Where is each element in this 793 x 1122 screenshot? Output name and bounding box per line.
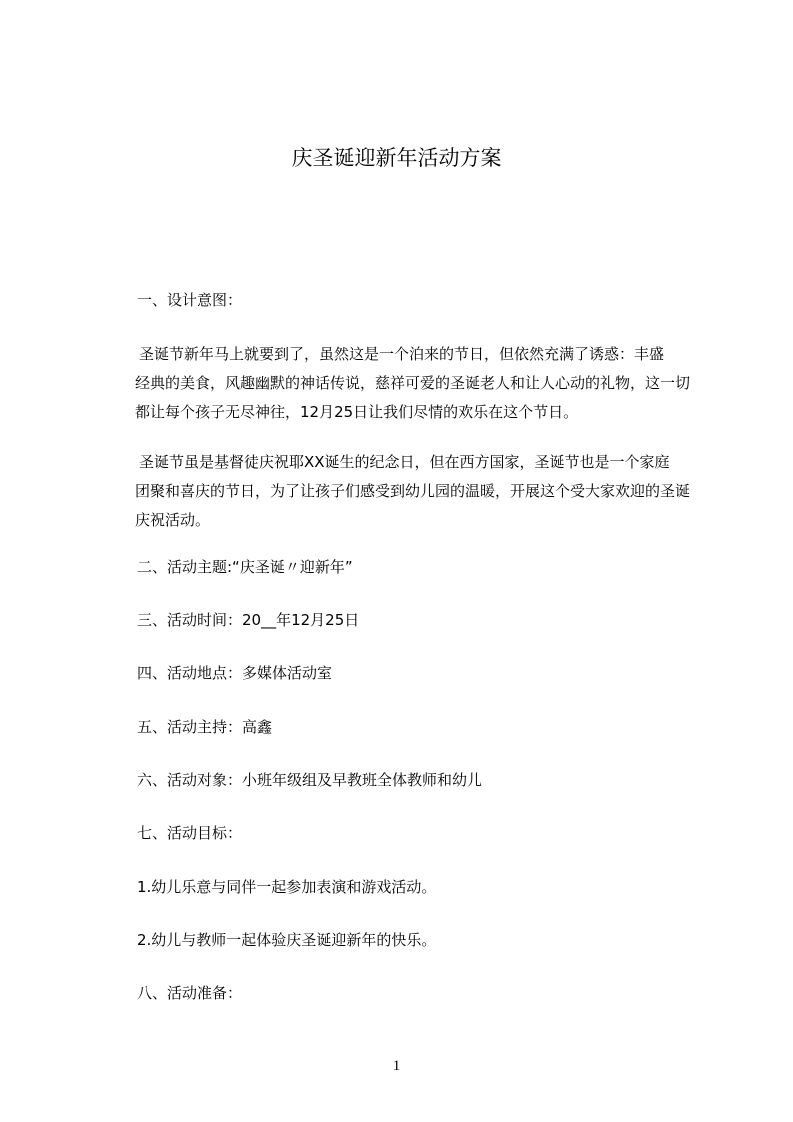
goal-item-1: 1.幼儿乐意与同伴一起参加表演和游戏活动。 bbox=[137, 878, 437, 896]
paragraph-line: 都让每个孩子无尽神往，12月25日让我们尽情的欢乐在这个节日。 bbox=[135, 403, 579, 421]
paragraph-line: 圣诞节虽是基督徒庆祝耶XX诞生的纪念日，但在西方国家，圣诞节也是一个家庭 bbox=[139, 453, 670, 471]
section-heading-location: 四、活动地点：多媒体活动室 bbox=[137, 664, 333, 682]
section-heading-host: 五、活动主持：高鑫 bbox=[137, 718, 273, 736]
section-heading-goals: 七、活动目标： bbox=[137, 824, 243, 842]
section-heading-design-intent: 一、设计意图： bbox=[137, 291, 243, 309]
paragraph-design-intent-2 bbox=[137, 448, 717, 535]
section-heading-theme: 二、活动主题:“庆圣诞〃迎新年” bbox=[137, 558, 353, 576]
document-title: 庆圣诞迎新年活动方案 bbox=[291, 146, 502, 170]
section-heading-time: 三、活动时间：20__年12月25日 bbox=[137, 611, 360, 629]
paragraph-line: 圣诞节新年马上就要到了，虽然这是一个泊来的节日，但依然充满了诱惑：丰盛 bbox=[139, 345, 665, 363]
page-number: 1 bbox=[392, 1058, 401, 1074]
paragraph-line: 庆祝活动。 bbox=[135, 511, 211, 529]
goal-item-2: 2.幼儿与教师一起体验庆圣诞迎新年的快乐。 bbox=[137, 931, 437, 949]
paragraph-line: 团聚和喜庆的节日，为了让孩子们感受到幼儿园的温暖，开展这个受大家欢迎的圣诞 bbox=[135, 482, 691, 500]
section-heading-preparation: 八、活动准备： bbox=[137, 984, 243, 1002]
paragraph-design-intent-1 bbox=[137, 340, 717, 427]
paragraph-line: 经典的美食，风趣幽默的神话传说，慈祥可爱的圣诞老人和让人心动的礼物，这一切 bbox=[135, 374, 691, 392]
section-heading-participants: 六、活动对象：小班年级组及早教班全体教师和幼儿 bbox=[137, 771, 483, 789]
